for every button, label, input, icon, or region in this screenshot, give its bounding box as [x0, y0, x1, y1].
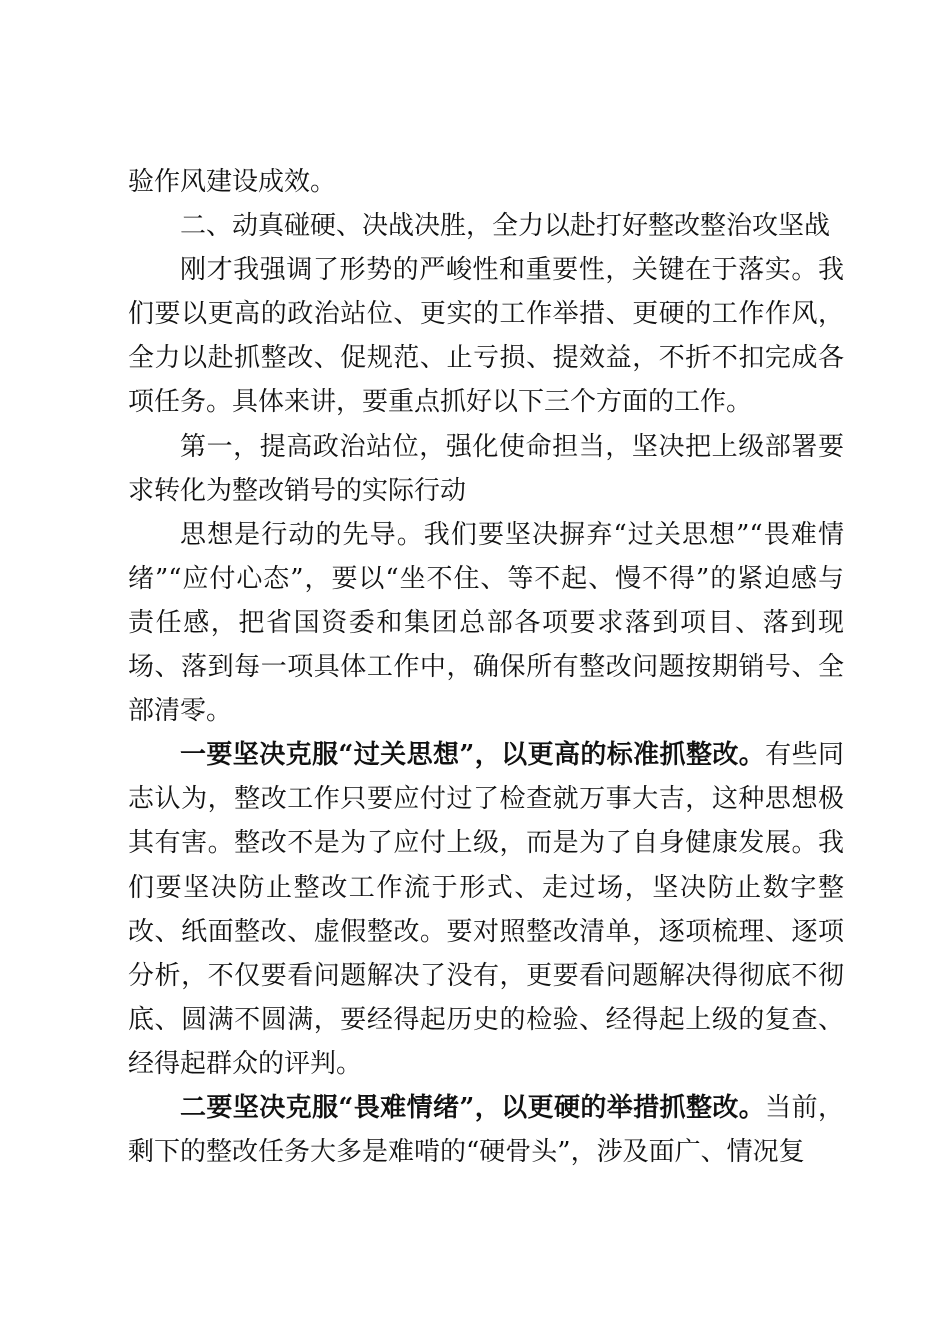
paragraph-text: 刚才我强调了形势的严峻性和重要性，关键在于落实。我们要以更高的政治站位、更实的工作举措、更硬的工作作风，全力以赴抓整改、促规范、止亏损、提效益，不折不扣完成各项任务。具体来讲，要重点抓好以下三个方面的工作。 [128, 255, 844, 418]
heading-text: 第一，提高政治站位，强化使命担当，坚决把上级部署要求转化为整改销号的实际行动 [128, 431, 844, 506]
document-body [128, 160, 844, 1174]
bold-lead-sentence: 二要坚决克服“畏难情绪”，以更硬的举措抓整改。 [180, 1092, 766, 1123]
paragraph [128, 248, 844, 424]
paragraph-with-bold-lead [128, 733, 844, 1086]
paragraph-text: 有些同志认为，整改工作只要应付过了检查就万事大吉，这种思想极其有害。整改不是为了应付上级，而是为了自身健康发展。我们要坚决防止整改工作流于形式、走过场，坚决防止数字整改、纸面整改、虚假整改。要对照整改清单，逐项梳理、逐项分析，不仅要看问题解决了没有，更要看问题解决得彻底不彻底、圆满不圆满，要经得起历史的检验、经得起上级的复查、经得起群众的评判。 [128, 740, 844, 1079]
paragraph-continuation [128, 160, 844, 204]
paragraph-text: 验作风建设成效。 [128, 167, 337, 197]
subsection-heading [128, 425, 844, 513]
heading-text: 二、动真碰硬、决战决胜，全力以赴打好整改整治攻坚战 [180, 211, 831, 242]
section-heading [128, 204, 844, 248]
paragraph [128, 513, 844, 733]
paragraph-text: 思想是行动的先导。我们要坚决摒弃“过关思想”“畏难情绪”“应付心态”，要以“坐不住、等不起、慢不得”的紧迫感与责任感，把省国资委和集团总部各项要求落到项目、落到现场、落到每一项具体工作中，确保所有整改问题按期销号、全部清零。 [128, 519, 844, 727]
paragraph-with-bold-lead [128, 1086, 844, 1174]
paragraph-text: 当前，剩下的整改任务大多是难啃的“硬骨头”，涉及面广、情况复 [128, 1092, 844, 1168]
bold-lead-sentence: 一要坚决克服“过关思想”，以更高的标准抓整改。 [180, 740, 766, 771]
